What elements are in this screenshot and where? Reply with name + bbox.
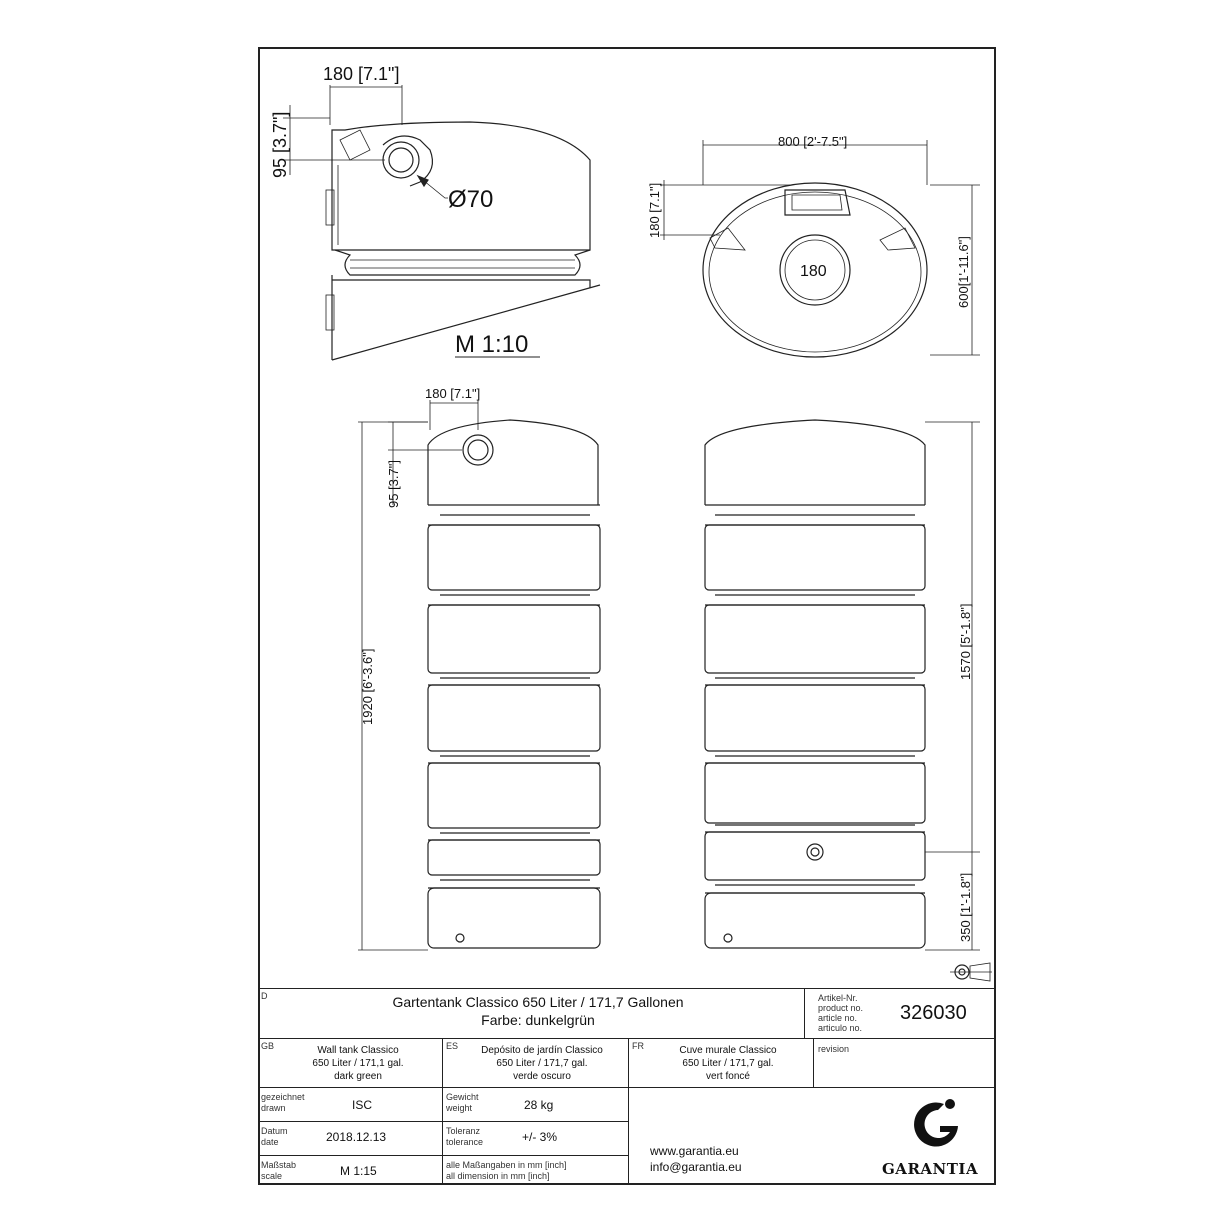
artikel-label: Artikel-Nr. bbox=[818, 993, 858, 1003]
revision-label: revision bbox=[818, 1044, 850, 1054]
date-label-de: Datum bbox=[261, 1126, 288, 1136]
projection-symbol bbox=[950, 963, 992, 981]
dims-note-de: alle Maßangaben in mm [inch] bbox=[446, 1160, 567, 1170]
top-offset-dim: 180 [7.1"] bbox=[323, 64, 400, 84]
article-number: 326030 bbox=[900, 1002, 967, 1024]
width-dim: 800 [2'-7.5"] bbox=[778, 134, 848, 149]
gb-line-2: 650 Liter / 171,1 gal. bbox=[312, 1058, 404, 1069]
scale-label-en: scale bbox=[261, 1171, 283, 1181]
tolerance-value: +/- 3% bbox=[522, 1130, 558, 1144]
es-line-3: verde oscuro bbox=[513, 1071, 571, 1082]
gb-line-3: dark green bbox=[334, 1071, 382, 1082]
weight-label-de: Gewicht bbox=[446, 1092, 479, 1102]
front-height-dim: 95 [3.7"] bbox=[386, 460, 401, 508]
dims-note-en: all dimension in mm [inch] bbox=[446, 1171, 550, 1181]
weight-value: 28 kg bbox=[524, 1098, 554, 1112]
date-value: 2018.12.13 bbox=[326, 1130, 387, 1144]
articulo-no-label: articulo no. bbox=[818, 1023, 863, 1033]
website-link[interactable]: www.garantia.eu bbox=[650, 1144, 739, 1158]
total-height-dim: 1920 [6'-3.6"] bbox=[360, 648, 375, 725]
product-no-label: product no. bbox=[818, 1003, 864, 1013]
detail-view bbox=[270, 64, 600, 360]
top-view bbox=[647, 134, 980, 357]
weight-label-en: weight bbox=[446, 1103, 473, 1113]
garantia-logo-icon bbox=[906, 1092, 966, 1152]
drawn-value: ISC bbox=[352, 1098, 373, 1112]
outlet-height-dim: 1570 [5'-1.8"] bbox=[958, 603, 973, 680]
depth-top-dim: 180 [7.1"] bbox=[647, 182, 662, 238]
article-no-label: article no. bbox=[818, 1013, 858, 1023]
front-view bbox=[705, 420, 980, 950]
d-tag: D bbox=[261, 991, 268, 1001]
fr-line-1: Cuve murale Classico bbox=[679, 1045, 777, 1056]
product-color-de: Farbe: dunkelgrün bbox=[481, 1012, 595, 1028]
es-line-1: Depósito de jardín Classico bbox=[481, 1045, 603, 1056]
drawn-label-de: gezeichnet bbox=[261, 1092, 305, 1102]
title-block bbox=[258, 988, 996, 1185]
es-line-2: 650 Liter / 171,7 gal. bbox=[496, 1058, 588, 1069]
gb-line-1: Wall tank Classico bbox=[317, 1045, 399, 1056]
email-link[interactable]: info@garantia.eu bbox=[650, 1160, 742, 1174]
tolerance-label-de: Toleranz bbox=[446, 1126, 481, 1136]
fr-line-3: vert foncé bbox=[706, 1071, 750, 1082]
tap-height-dim: 350 [1'-1.8"] bbox=[958, 872, 973, 942]
scale-label: M 1:10 bbox=[455, 331, 529, 358]
fr-tag: FR bbox=[632, 1041, 644, 1051]
date-label-en: date bbox=[261, 1137, 279, 1147]
front-offset-dim: 180 [7.1"] bbox=[425, 386, 481, 401]
gb-tag: GB bbox=[261, 1041, 275, 1051]
drawn-label-en: drawn bbox=[261, 1103, 286, 1113]
circle-dim: 180 bbox=[800, 263, 827, 280]
top-height-dim: 95 [3.7"] bbox=[270, 111, 290, 178]
depth-dim: 600[1'-11.6"] bbox=[956, 236, 971, 308]
brand-name: GARANTIA bbox=[882, 1160, 979, 1178]
side-view bbox=[358, 386, 600, 950]
inlet-diameter-dim: Ø70 bbox=[448, 186, 494, 213]
scale-value: M 1:15 bbox=[340, 1164, 377, 1178]
es-tag: ES bbox=[446, 1041, 459, 1051]
fr-line-2: 650 Liter / 171,7 gal. bbox=[682, 1058, 774, 1069]
product-title-de: Gartentank Classico 650 Liter / 171,7 Gallonen bbox=[392, 994, 684, 1010]
scale-label-de: Maßstab bbox=[261, 1160, 297, 1170]
tolerance-label-en: tolerance bbox=[446, 1137, 484, 1147]
